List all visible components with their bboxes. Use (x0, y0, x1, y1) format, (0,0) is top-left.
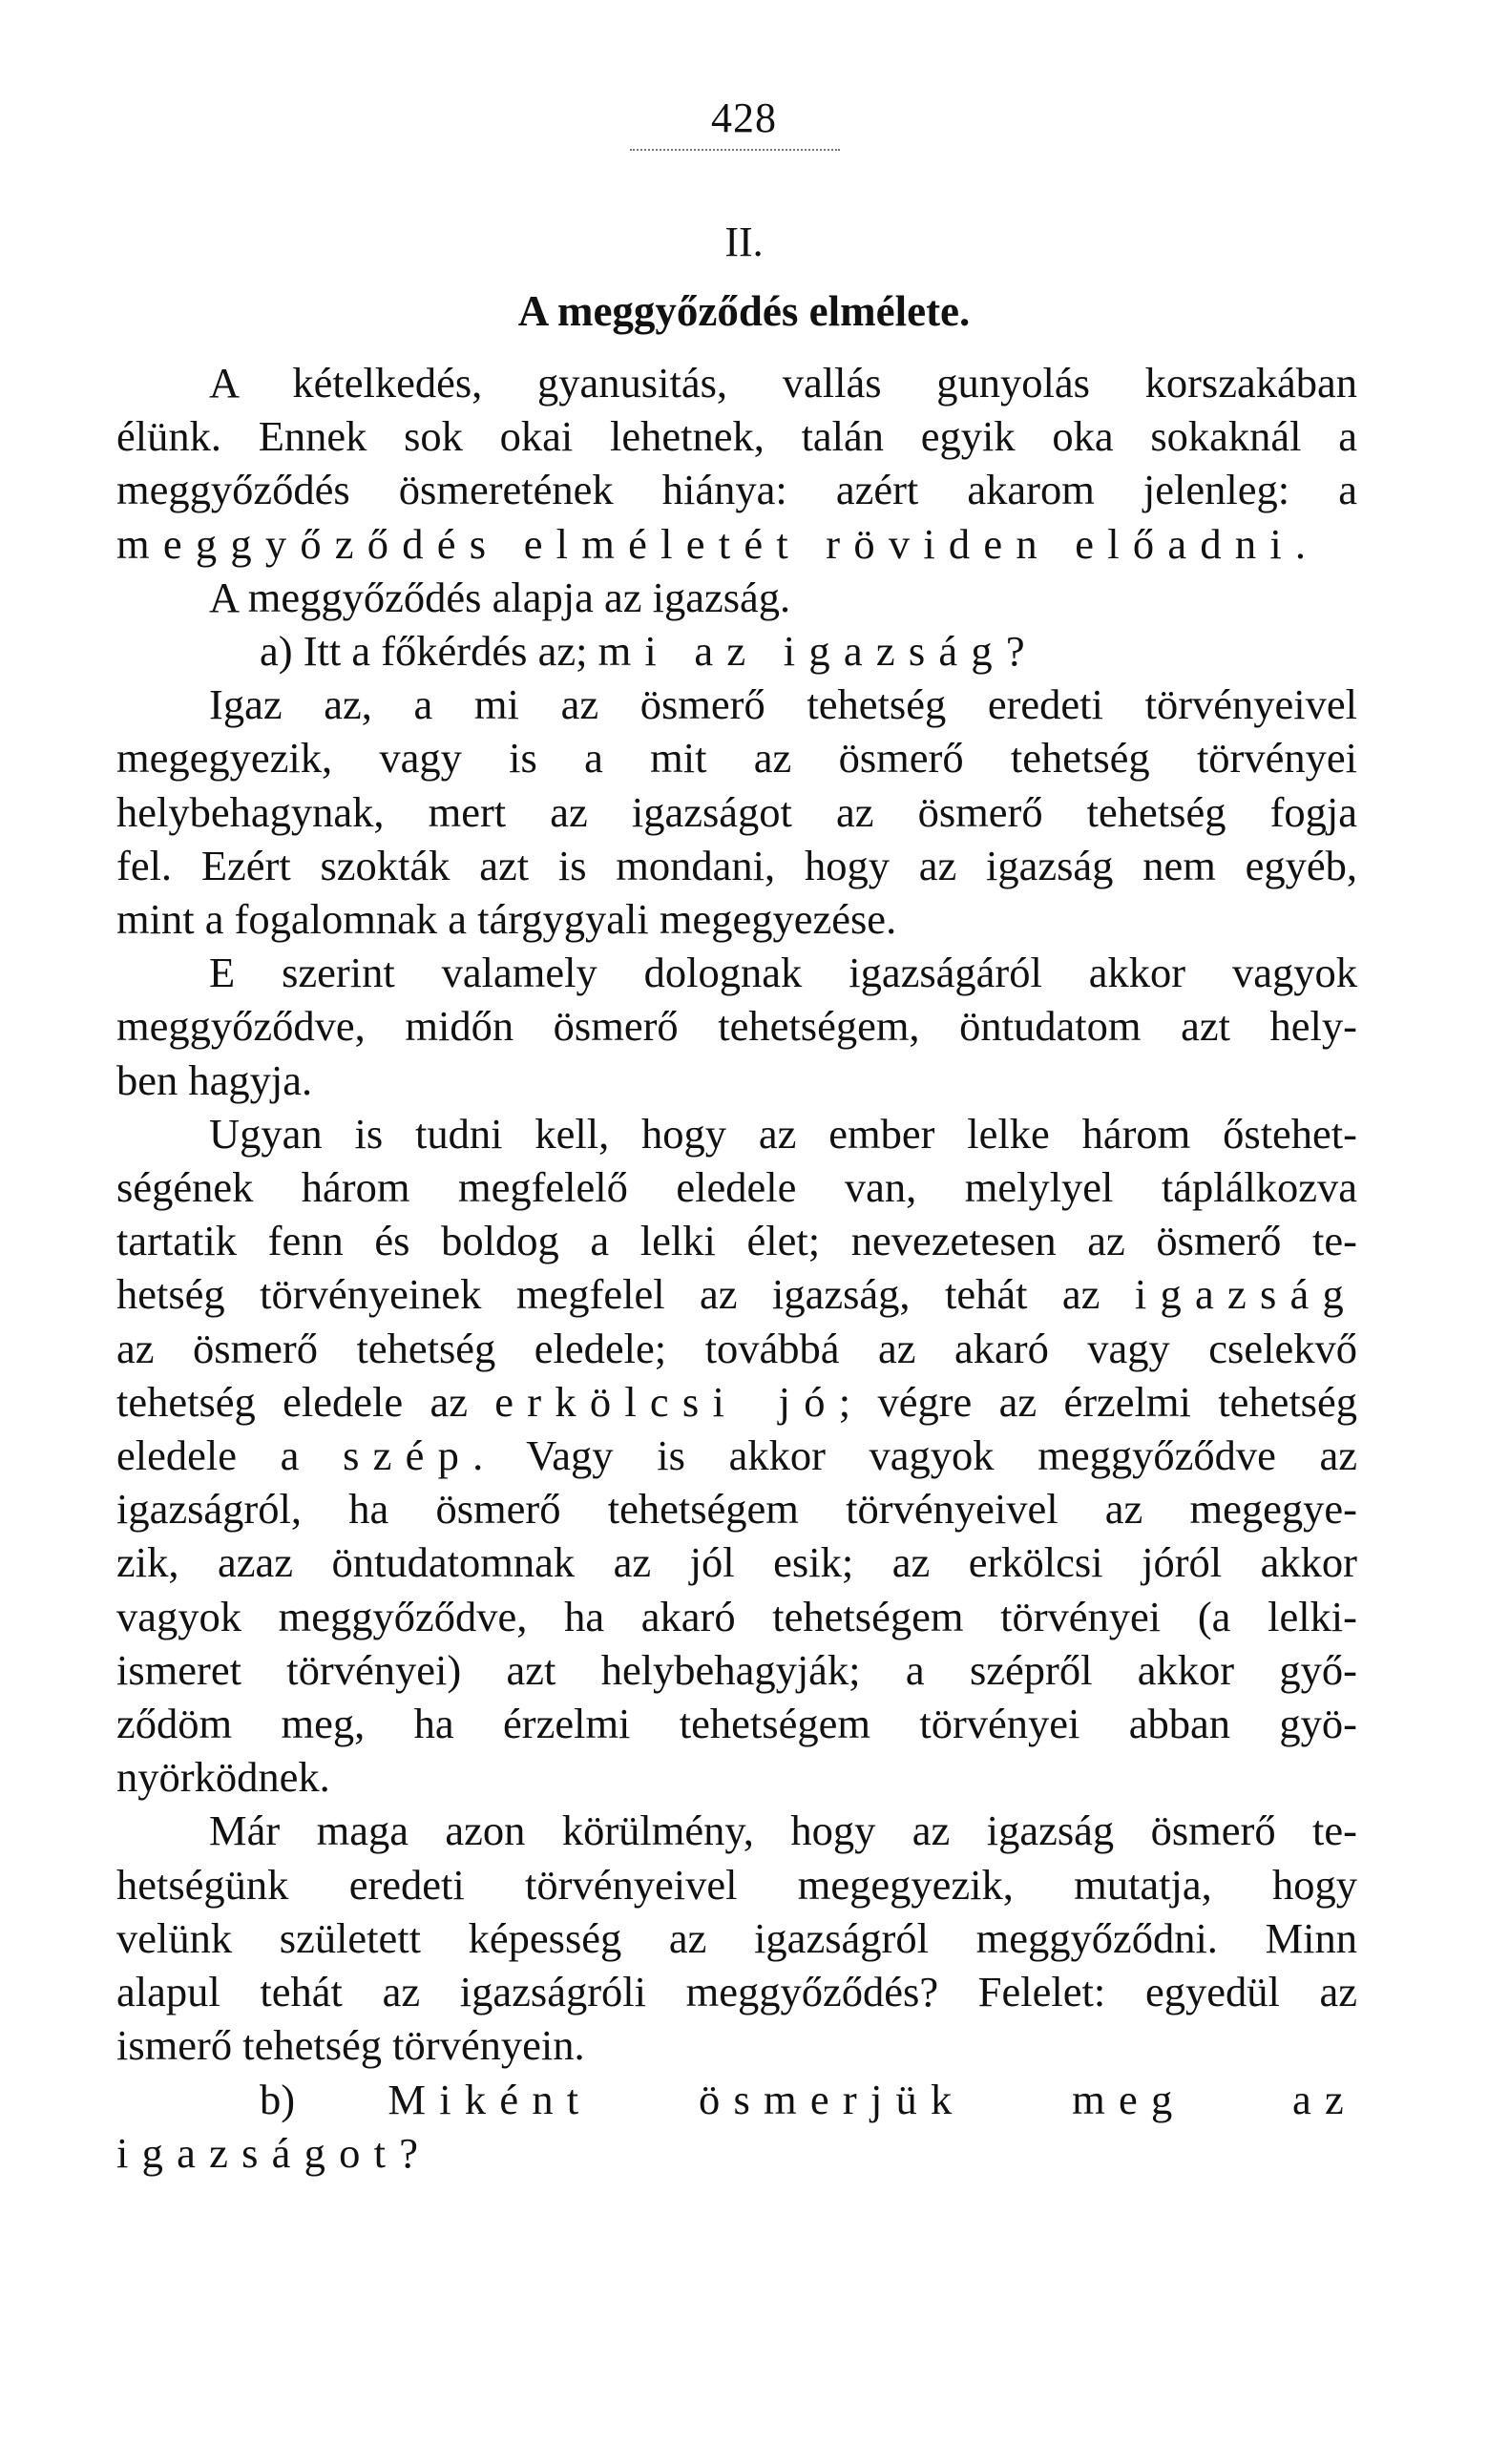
emphasis-text: erkölcsi jó (494, 1377, 839, 1426)
text-span: ; végre az érzelmi tehetség (838, 1377, 1358, 1426)
text-span: a) Itt a főkérdés az; (260, 627, 598, 676)
text-line: A kételkedés, gyanusitás, vallás gunyolás korszakában (209, 359, 1357, 407)
emphasis-text: szép (343, 1431, 473, 1480)
text-line: Ugyan is tudni kell, hogy az ember lelke három őstehet- (209, 1109, 1357, 1158)
text-line: hetségünk eredeti törvényeivel megegyezik, mutatja, hogy (116, 1860, 1357, 1909)
text-line: megegyezik, vagy is a mit az ösmerő tehetség törvényei (116, 734, 1357, 783)
text-span: eledele a (116, 1431, 344, 1480)
text-span: tehetség eledele az (116, 1377, 495, 1426)
text-line: helybehagynak, mert az igazságot az ösmerő tehetség fogja (116, 787, 1357, 836)
text-line: velünk született képesség az igazságról meggyőződni. Minn (116, 1913, 1357, 1962)
text-line: élünk. Ennek sok okai lehetnek, talán egyik oka sokaknál a (116, 412, 1357, 461)
text-line (116, 2073, 1357, 2180)
section-numeral: II. (724, 219, 764, 265)
text-line: zik, azaz öntudatomnak az jól esik; az erkölcsi jóról akkor (116, 1538, 1357, 1587)
body-text (116, 356, 1357, 2180)
text-span: . Vagy is akkor vagyok meggyőződve az (472, 1431, 1358, 1480)
emphasis-text: igazság (1134, 1270, 1357, 1319)
text-line: az ösmerő tehetség eledele; továbbá az akaró vagy cselekvő (116, 1324, 1357, 1372)
text-line: mint a fogalomnak a tárgygyali megegyezése. (116, 895, 897, 944)
emphasis-text: Miként ösmerjük meg az igazságot? (116, 2075, 1357, 2177)
text-line: ismerő tehetség törvényein. (116, 2021, 585, 2070)
text-line: A meggyőződés alapja az igazság. (209, 573, 791, 621)
text-line: Már maga azon körülmény, hogy az igazság ösmerő te- (209, 1806, 1357, 1855)
text-line: ződöm meg, ha érzelmi tehetségem törvényei abban gyö- (116, 1700, 1357, 1748)
emphasis-text: előadni. (1050, 519, 1320, 568)
page-number-rule (630, 149, 840, 151)
text-span: b) (260, 2075, 388, 2123)
emphasis-text: mi az igazság? (597, 627, 1038, 676)
text-line (116, 1429, 1357, 1482)
text-line: meggyőződve, midőn ösmerő tehetségem, öntudatom azt hely- (116, 1002, 1357, 1051)
text-line: nyörködnek. (116, 1753, 330, 1802)
text-line: ismeret törvényei) azt helybehagyják; a szépről akkor győ- (116, 1645, 1357, 1694)
text-line (116, 1267, 1357, 1321)
text-line: igazságról, ha ösmerő tehetségem törvényeivel az megegye- (116, 1485, 1357, 1534)
text-line: alapul tehát az igazságróli meggyőződés? Felelet: egyedül az (116, 1968, 1357, 2016)
text-line: fel. Ezért szokták azt is mondani, hogy az igazság nem egyéb, (116, 841, 1357, 889)
section-title: A meggyőződés elmélete. (517, 287, 971, 335)
text-line: Igaz az, a mi az ösmerő tehetség eredeti törvényeivel (209, 680, 1357, 729)
text-line: E szerint valamely dolognak igazságáról akkor vagyok (209, 949, 1357, 997)
page-number: 428 (711, 94, 777, 141)
text-line: tartatik fenn és boldog a lelki élet; nevezetesen az ösmerő te- (116, 1217, 1357, 1265)
text-line (116, 1375, 1357, 1429)
emphasis-text: meggyőződés elméletét röviden (116, 519, 1051, 568)
text-line: ben hagyja. (116, 1055, 313, 1104)
text-line: meggyőződés ösmeretének hiánya: azért akarom jelenleg: a (116, 466, 1357, 514)
text-line: vagyok meggyőződve, ha akaró tehetségem törvényei (a lelki- (116, 1592, 1357, 1640)
text-line (116, 517, 1357, 571)
text-line (116, 624, 1357, 678)
text-span: hetség törvényeinek megfelel az igazság, tehát az (116, 1270, 1135, 1319)
text-line: ségének három megfelelő eledele van, melylyel táplálkozva (116, 1163, 1357, 1212)
